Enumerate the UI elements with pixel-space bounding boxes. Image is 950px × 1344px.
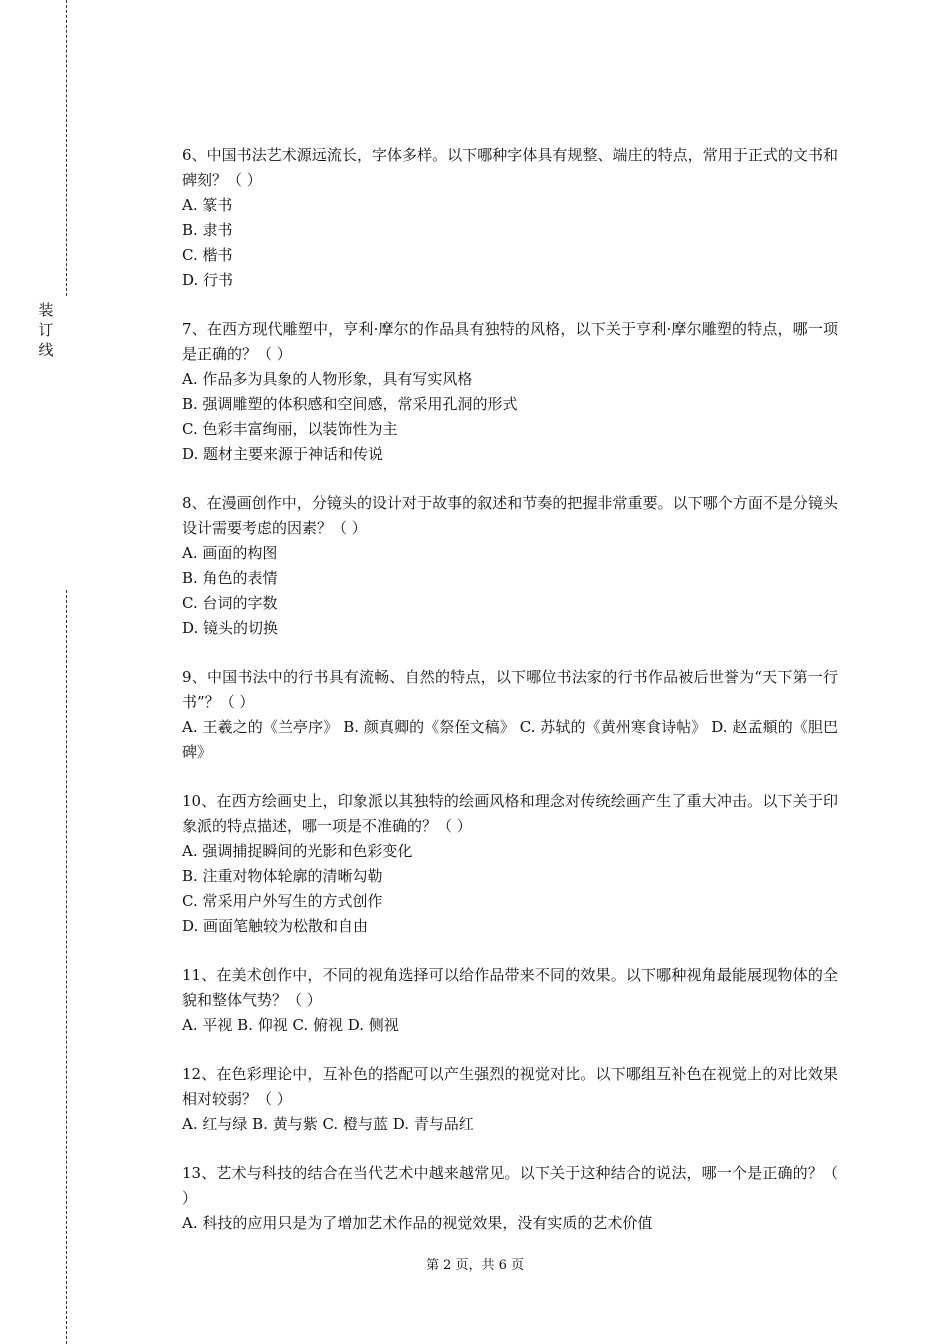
question-stem: 12、在色彩理论中，互补色的搭配可以产生强烈的视觉对比。以下哪组互补色在视觉上的对比效果相对较弱？（ ） — [182, 1065, 838, 1108]
option-a: A. 篆书 — [182, 196, 233, 214]
question-11 — [182, 963, 838, 1038]
options-inline: A. 平视 B. 仰视 C. 俯视 D. 侧视 — [182, 1016, 399, 1034]
options-inline: A. 王羲之的《兰亭序》 B. 颜真卿的《祭侄文稿》 C. 苏轼的《黄州寒食诗帖》 D. 赵孟頫的《胆巴碑》 — [182, 718, 838, 761]
question-stem: 13、艺术与科技的结合在当代艺术中越来越常见。以下关于这种结合的说法，哪一个是正确的？（ ） — [182, 1164, 838, 1207]
binding-label — [36, 300, 56, 360]
option-d: D. 行书 — [182, 271, 234, 289]
question-stem: 6、中国书法艺术源远流长，字体多样。以下哪种字体具有规整、端庄的特点，常用于正式的文书和碑刻？（ ） — [182, 146, 838, 189]
option-c: C. 色彩丰富绚丽，以装饰性为主 — [182, 420, 398, 438]
question-stem: 9、中国书法中的行书具有流畅、自然的特点，以下哪位书法家的行书作品被后世誉为“天下第一行书”？（ ） — [182, 668, 838, 711]
binding-line-bottom — [66, 590, 67, 1344]
binding-char: 线 — [38, 341, 54, 359]
question-stem: 10、在西方绘画史上，印象派以其独特的绘画风格和理念对传统绘画产生了重大冲击。以下关于印象派的特点描述，哪一项是不准确的？（ ） — [182, 792, 838, 835]
option-d: D. 镜头的切换 — [182, 619, 279, 637]
option-d: D. 画面笔触较为松散和自由 — [182, 917, 369, 935]
question-7 — [182, 317, 838, 467]
option-c: C. 常采用户外写生的方式创作 — [182, 892, 383, 910]
binding-char: 装 — [38, 301, 54, 319]
option-c: C. 台词的字数 — [182, 594, 278, 612]
option-a: A. 强调捕捉瞬间的光影和色彩变化 — [182, 842, 413, 860]
options-inline: A. 红与绿 B. 黄与紫 C. 橙与蓝 D. 青与品红 — [182, 1115, 474, 1133]
binding-char: 订 — [38, 321, 54, 339]
option-b: B. 隶书 — [182, 221, 233, 239]
option-a: A. 作品多为具象的人物形象，具有写实风格 — [182, 370, 473, 388]
question-stem: 11、在美术创作中，不同的视角选择可以给作品带来不同的效果。以下哪种视角最能展现物体的全貌和整体气势？（ ） — [182, 966, 838, 1009]
option-a: A. 画面的构图 — [182, 544, 278, 562]
question-6 — [182, 143, 838, 293]
question-stem: 8、在漫画创作中，分镜头的设计对于故事的叙述和节奏的把握非常重要。以下哪个方面不是分镜头设计需要考虑的因素？（ ） — [182, 494, 838, 537]
question-stem: 7、在西方现代雕塑中，亨利·摩尔的作品具有独特的风格，以下关于亨利·摩尔雕塑的特点，哪一项是正确的？（ ） — [182, 320, 838, 363]
page-footer: 第 2 页，共 6 页 — [425, 1258, 525, 1273]
option-c: C. 楷书 — [182, 246, 233, 264]
question-10 — [182, 789, 838, 939]
question-12 — [182, 1062, 838, 1137]
binding-line-top — [66, 0, 67, 296]
option-a: A. 科技的应用只是为了增加艺术作品的视觉效果，没有实质的艺术价值 — [182, 1214, 653, 1232]
option-b: B. 强调雕塑的体积感和空间感，常采用孔洞的形式 — [182, 395, 518, 413]
option-b: B. 角色的表情 — [182, 569, 278, 587]
question-8 — [182, 491, 838, 641]
question-9 — [182, 665, 838, 765]
option-b: B. 注重对物体轮廓的清晰勾勒 — [182, 867, 383, 885]
option-d: D. 题材主要来源于神话和传说 — [182, 445, 384, 463]
question-13 — [182, 1161, 838, 1236]
question-list — [182, 143, 838, 1260]
